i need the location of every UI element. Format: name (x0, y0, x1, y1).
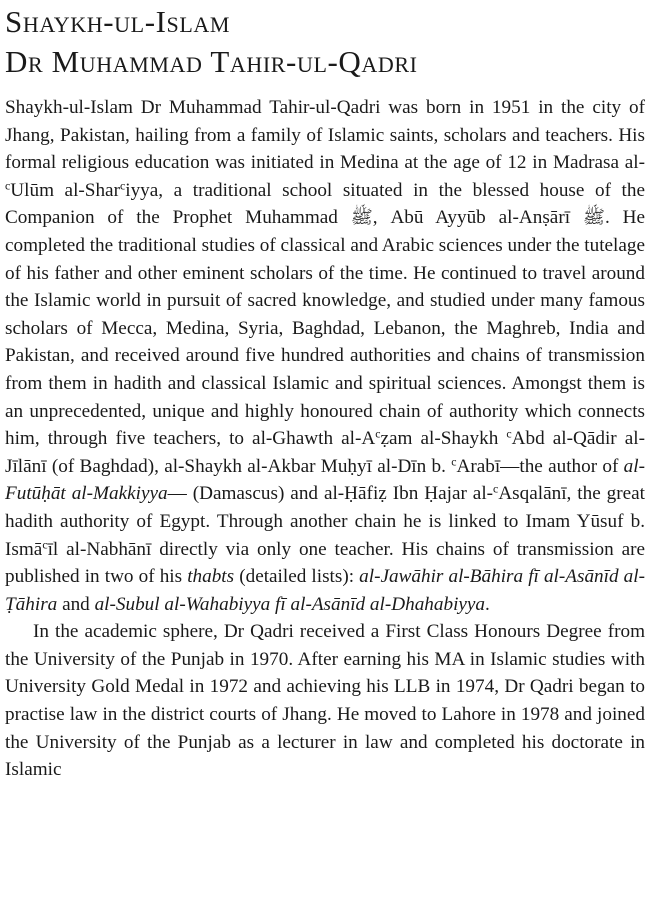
text-run: and (57, 593, 95, 615)
text-run: , Abū Ayyūb al-Anṣārī (372, 207, 583, 229)
title-line-2: Dr Muhammad Tahir-ul-Qadri (5, 44, 418, 79)
italic-title: al-Subul al-Wahabiyya fī al-Asānīd al-Dhahabiyya (94, 593, 486, 615)
text-run: (detailed lists): (234, 566, 360, 588)
text-run: . He completed the traditional studies of classical and Arabic sciences under the tutelage of his father and other eminent scholars of the time. He continued to travel around the Islamic world in pursuit of sacred knowledge, and studied under many famous scholars of Mecca, Medina, Syria, Baghdad, Lebanon, the Maghreb, India and Pakistan, and received around five hundred authorities and chains of transmission from them in hadith and classical Islamic and spiritual sciences. Amongst them is an unprecedented, unique and highly honoured chain of authority which connects him, through five teachers, to al-Ghawth al-A (5, 207, 645, 450)
text-run: iyya, a traditional school situated in the blessed house of the Companion of the Prophet Muhammad (5, 179, 645, 229)
text-run: ẓam al-Shaykh (380, 428, 507, 450)
text-run: Abd al-Qādir al-Jīlānī (of Baghdad), al-Shaykh al-Akbar Muḥyī al-Dīn b. (5, 428, 645, 477)
honorific-symbol: ﷺ (350, 207, 373, 228)
text-run: Asqalānī, the great hadith authority of Egypt. Through another chain he is linked to Imam Yūsuf b. Ismā (5, 483, 646, 560)
page-title (5, 2, 645, 82)
text-run: In the academic sphere, Dr Qadri received a First Class Honours Degree from the University of the Punjab in 1970. After earning his MA in Islamic studies with University Gold Medal in 1972 and achieving his LLB in 1974, Dr Qadri began to practise law in the district courts of Jhang. He moved to Lahore in 1978 and joined the University of the Punjab as a lecturer in law and completed his doctorate in Islamic (5, 621, 645, 781)
text-run: īl al-Nabhānī directly via only one teacher. His chains of transmission are published in two of his (5, 538, 645, 588)
body-text (5, 94, 645, 784)
ayn-mark: c (493, 481, 499, 496)
paragraph-biography (5, 94, 645, 618)
text-run: Arabī—the author of (456, 455, 624, 477)
ayn-mark: c (506, 426, 512, 441)
title-line-1: Shaykh-ul-Islam (5, 4, 231, 39)
italic-title: al-Jawāhir al-Bāhira fī al-Asānīd al-Ṭāhira (5, 566, 645, 615)
paragraph-academic (5, 618, 645, 784)
italic-title: thabts (187, 566, 235, 588)
italic-title: al-Futūḥāt al-Makkiyya (5, 455, 645, 505)
text-run: — (Damascus) and al-Ḥāfiẓ Ibn Ḥajar al- (167, 483, 494, 505)
ayn-mark: c (119, 178, 126, 193)
text-run: Ulūm al-Shar (10, 179, 120, 201)
ayn-mark: c (42, 536, 48, 551)
ayn-mark: c (375, 426, 381, 441)
honorific-symbol: ﷺ (582, 207, 605, 228)
text-run: . (485, 593, 490, 615)
ayn-mark: c (451, 454, 457, 469)
ayn-mark: c (5, 178, 11, 193)
text-run: Shaykh-ul-Islam Dr Muhammad Tahir-ul-Qadri was born in 1951 in the city of Jhang, Pakistan, hailing from a family of Islamic saints, scholars and teachers. His formal religious education was initiated in Medina at the age of 12 in Madrasa al- (5, 97, 645, 174)
